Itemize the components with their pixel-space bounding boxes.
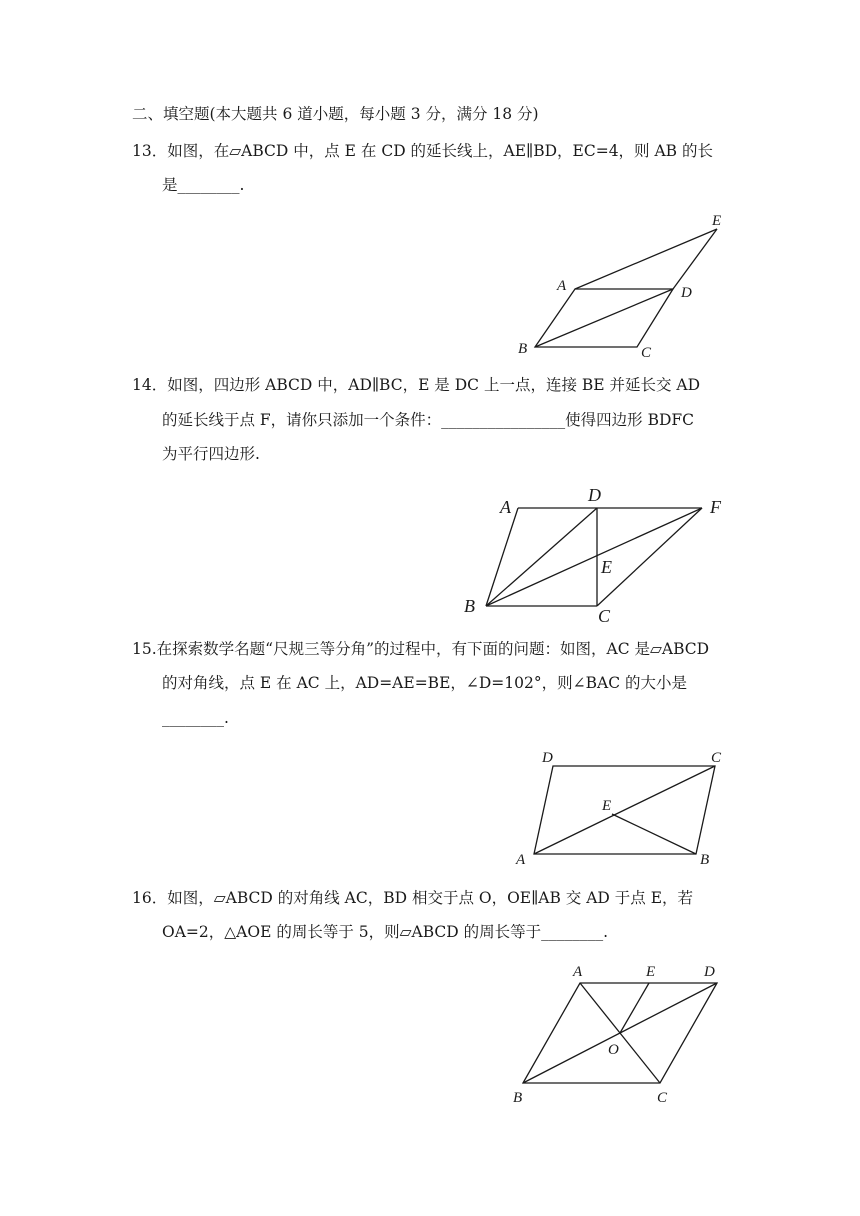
q13-label-e: E <box>712 213 722 229</box>
q15-line-1 <box>132 639 709 659</box>
q16-line-1 <box>132 888 693 908</box>
q14-label-a: A <box>500 497 511 517</box>
q13-figure <box>510 205 740 365</box>
q16-label-o: O <box>608 1042 619 1058</box>
q16-number: 16． <box>132 889 168 907</box>
q16-figure <box>505 955 735 1110</box>
q14-label-d: D <box>588 485 601 505</box>
q15-label-e: E <box>602 798 612 814</box>
section-heading: 二、填空题(本大题共 6 道小题，每小题 3 分，满分 18 分) <box>132 105 539 123</box>
q14-label-c: C <box>598 606 611 626</box>
q14-label-f: F <box>710 497 721 517</box>
q14-number: 14． <box>132 376 168 394</box>
q13-label-a: A <box>557 278 567 294</box>
q16-label-a: A <box>573 964 583 980</box>
q13-label-c: C <box>641 345 652 361</box>
q15-line-2: 的对角线，点 E 在 AC 上，AD=AE=BE，∠D=102°，则∠BAC 的大小是 <box>162 674 687 692</box>
q14-segment-bf <box>486 508 702 606</box>
q13-label-d: D <box>681 285 692 301</box>
q13-line-1 <box>132 141 713 161</box>
q14-line-2: 的延长线于点 F，请你只添加一个条件：________________使得四边形 BDFC <box>162 411 695 429</box>
q13-text-1: 如图，在▱ABCD 中，点 E 在 CD 的延长线上，AE∥BD，EC=4，则 AB 的长 <box>167 142 713 160</box>
q14-figure <box>460 480 740 625</box>
q15-number: 15. <box>132 640 157 658</box>
q14-line-1 <box>132 375 700 395</box>
q15-diagonal-ac <box>534 766 715 854</box>
q15-figure <box>505 740 745 875</box>
q15-segment-be <box>612 814 696 854</box>
q14-label-b: B <box>464 596 475 616</box>
q16-line-2: OA=2，△AOE 的周长等于 5，则▱ABCD 的周长等于________. <box>162 923 609 941</box>
q15-line-3: ________. <box>162 709 229 727</box>
q13-label-b: B <box>518 341 528 357</box>
q16-label-d: D <box>704 964 715 980</box>
q13-number: 13． <box>132 142 168 160</box>
q14-text-1: 如图，四边形 ABCD 中，AD∥BC，E 是 DC 上一点，连接 BE 并延长交 AD <box>167 376 701 394</box>
q16-text-1: 如图，▱ABCD 的对角线 AC，BD 相交于点 O，OE∥AB 交 AD 于点 E，若 <box>167 889 694 907</box>
q14-label-e: E <box>601 557 612 577</box>
q15-label-c: C <box>711 750 722 766</box>
q14-segment-cf <box>597 508 702 606</box>
q16-label-b: B <box>513 1090 523 1106</box>
q16-label-e: E <box>646 964 656 980</box>
q16-label-c: C <box>657 1090 668 1106</box>
q15-label-d: D <box>542 750 553 766</box>
q14-line-3: 为平行四边形. <box>162 445 260 463</box>
q13-line-2: 是________. <box>162 176 245 194</box>
q15-label-b: B <box>700 852 710 868</box>
q15-label-a: A <box>516 852 526 868</box>
q15-text-1: 在探索数学名题“尺规三等分角”的过程中，有下面的问题：如图，AC 是▱ABCD <box>156 640 710 658</box>
